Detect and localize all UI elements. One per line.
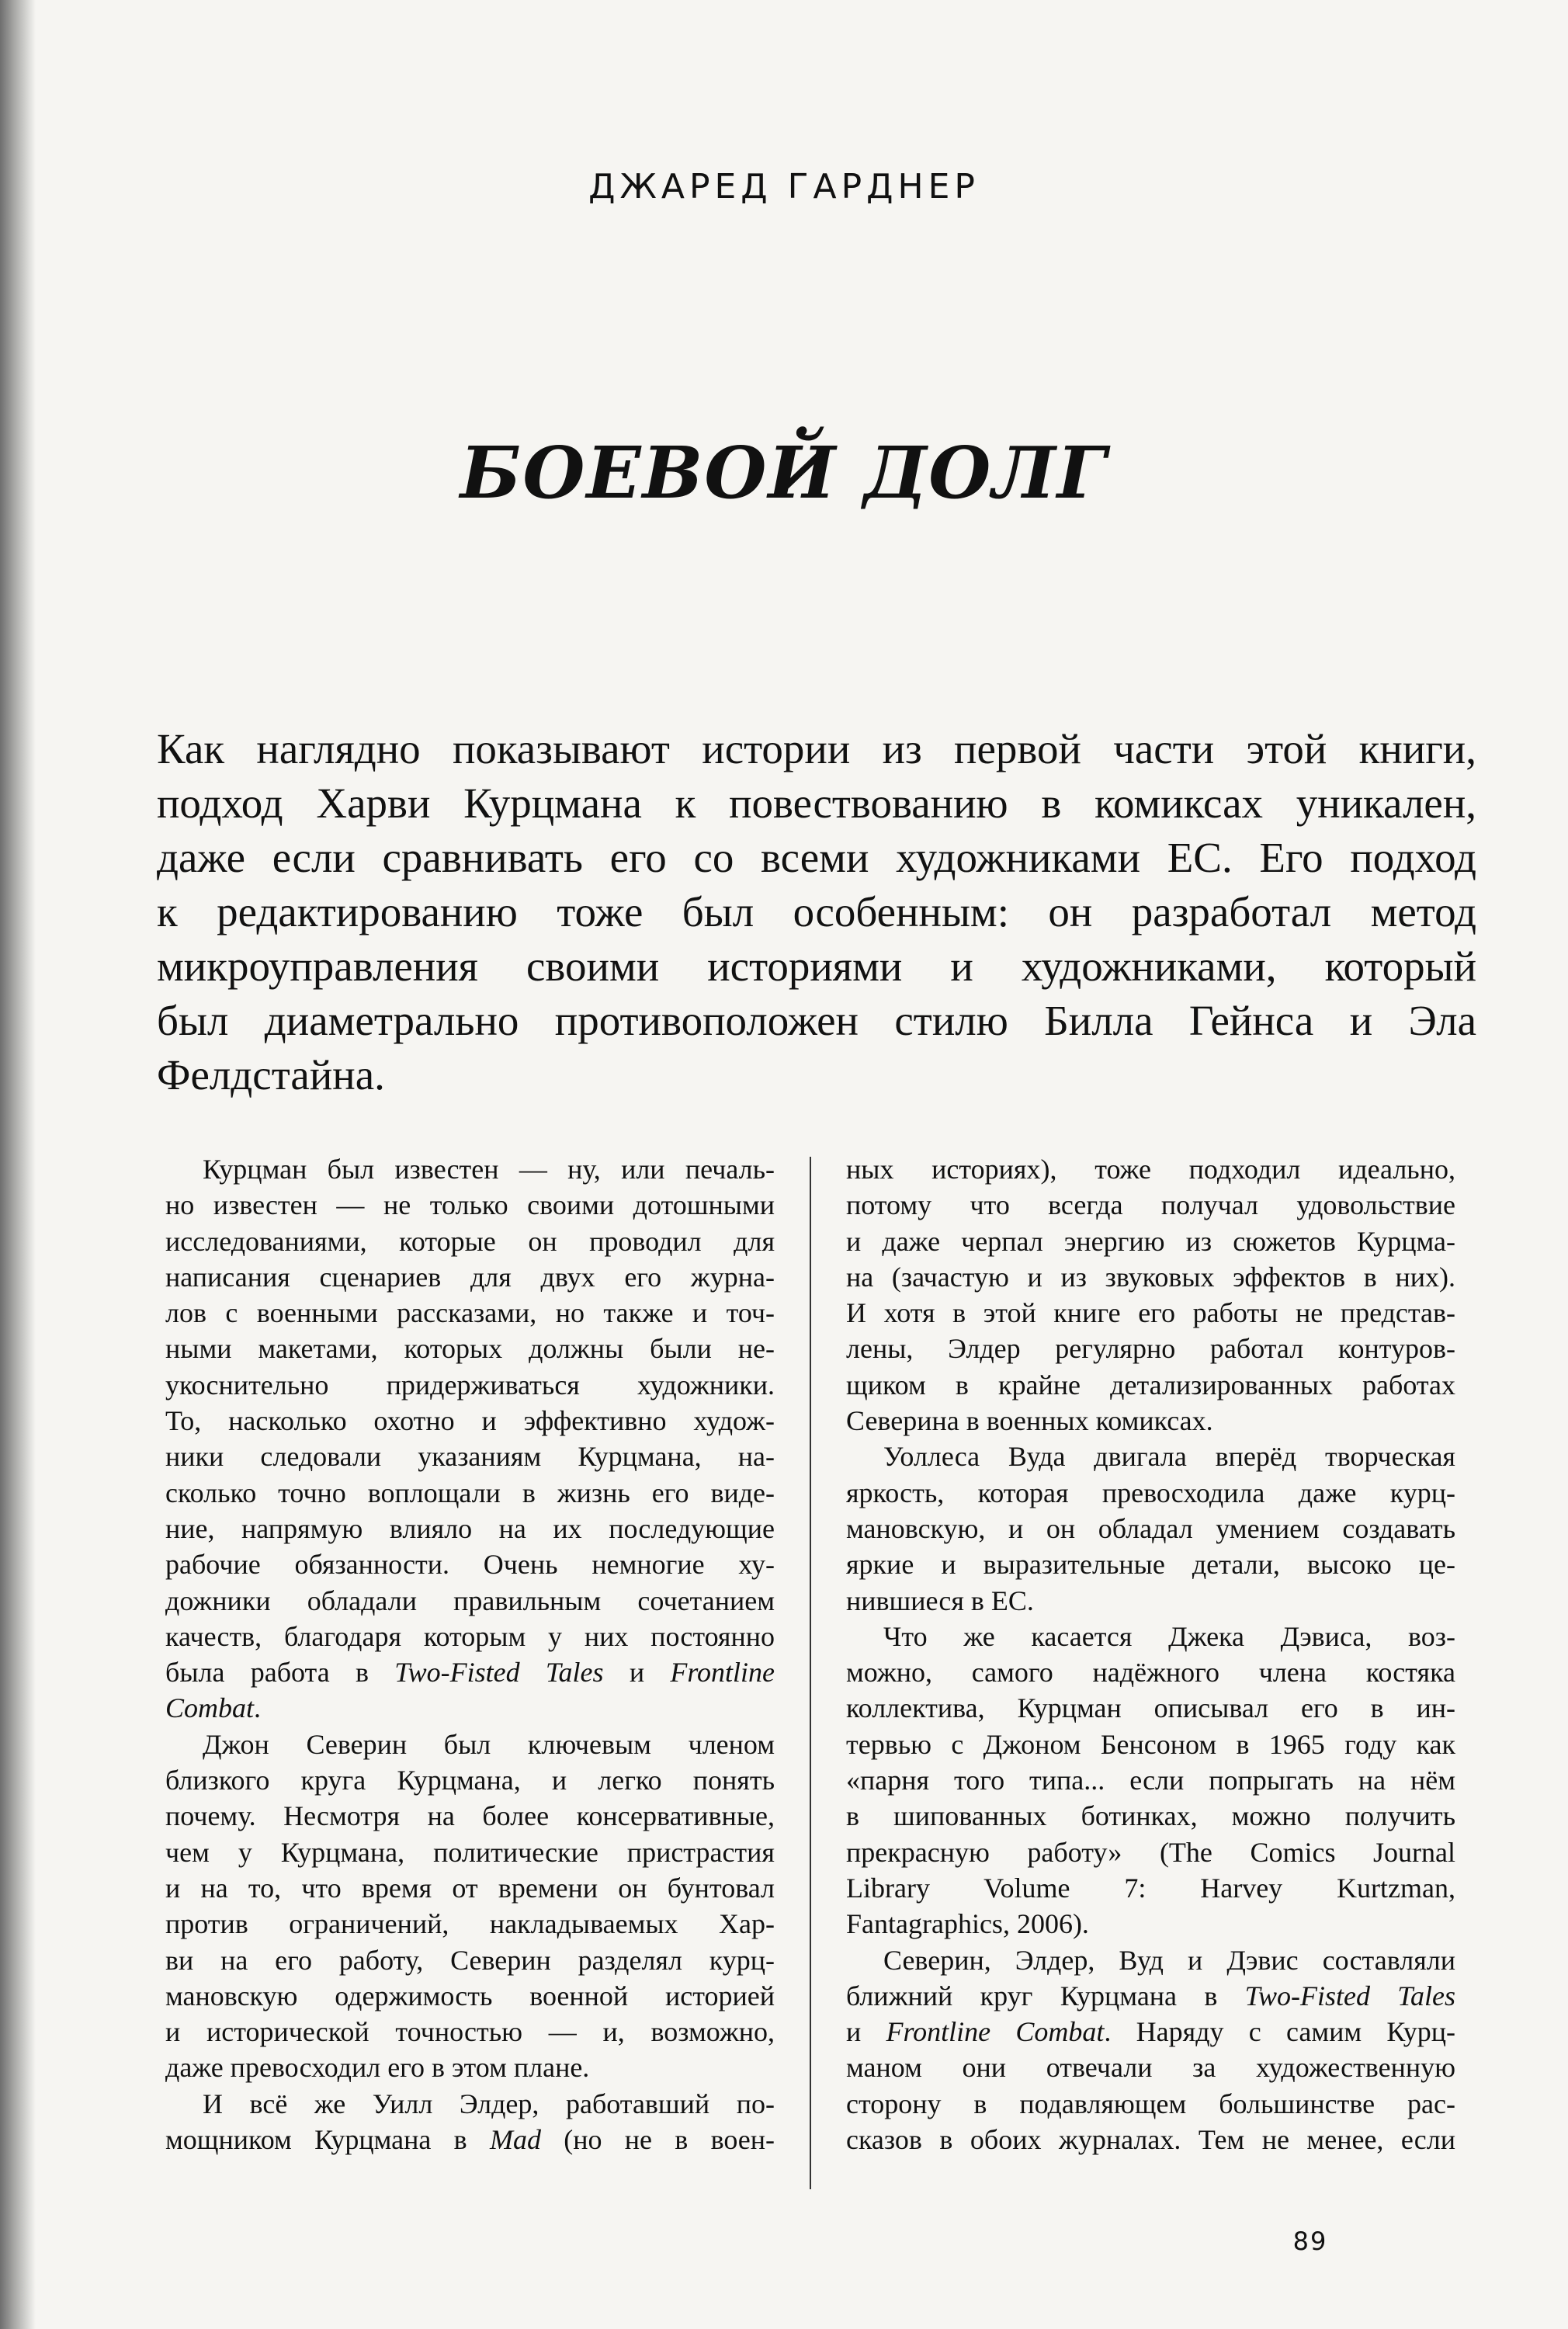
text-line bbox=[165, 1439, 775, 1474]
text-run: . Наряду с самим Курц- bbox=[1104, 2016, 1455, 2048]
text-run: мановскую, и он обладал умением создавать bbox=[846, 1512, 1455, 1544]
text-line bbox=[165, 2014, 775, 2050]
text-run: и bbox=[846, 2016, 886, 2048]
italic-title: Two-Fisted Tales bbox=[1244, 1980, 1455, 2011]
text-run: даже превосходил его в этом плане. bbox=[165, 2052, 590, 2084]
text-run: Северин, Элдер, Вуд и Дэвис составляли bbox=[883, 1944, 1455, 1976]
text-line bbox=[846, 1475, 1455, 1511]
text-run: Что же касается Джека Дэвиса, воз- bbox=[883, 1620, 1455, 1652]
text-line bbox=[165, 1295, 775, 1331]
text-run: и на то, что время от времени он бунтовал bbox=[165, 1872, 775, 1904]
text-run: мановскую одержимость военной историей bbox=[165, 1980, 775, 2011]
text-line bbox=[846, 2050, 1455, 2085]
text-run: коллектива, Курцман описывал его в ин- bbox=[846, 1692, 1455, 1724]
text-run: ники следовали указаниям Курцмана, на- bbox=[165, 1441, 775, 1473]
lead-line: подход Харви Курцмана к повествованию в комиксах уникален, bbox=[157, 779, 1476, 827]
text-run: ближний круг Курцмана в bbox=[846, 1980, 1245, 2011]
text-line bbox=[165, 1187, 775, 1223]
text-run: . bbox=[254, 1692, 262, 1724]
text-line bbox=[846, 1654, 1455, 1690]
text-run: Уоллеса Вуда двигала вперёд творческая bbox=[883, 1441, 1455, 1473]
text-run: «парня того типа... если попрыгать на нём bbox=[846, 1765, 1455, 1796]
text-line bbox=[846, 1403, 1455, 1439]
text-run: дожники обладали правильным сочетанием bbox=[165, 1584, 775, 1616]
book-spine-shadow bbox=[0, 0, 36, 2329]
text-run: тервью с Джоном Бенсоном в 1965 году как bbox=[846, 1728, 1455, 1760]
text-line bbox=[165, 1654, 775, 1690]
text-line bbox=[165, 2050, 775, 2085]
right-column bbox=[846, 1151, 1455, 2157]
text-run: и исторической точностью — и, возможно, bbox=[165, 2016, 775, 2048]
text-run: качеств, благодаря которым у них постоянно bbox=[165, 1620, 775, 1652]
text-run: против ограничений, накладываемых Хар- bbox=[165, 1908, 775, 1940]
text-run: яркость, которая превосходила даже курц- bbox=[846, 1477, 1455, 1508]
text-run: в шипованных ботинках, можно получить bbox=[846, 1800, 1455, 1832]
text-run: Library Volume 7: Harvey Kurtzman, bbox=[846, 1872, 1455, 1904]
text-line bbox=[846, 2122, 1455, 2157]
text-run: (но не в воен- bbox=[540, 2124, 775, 2156]
text-run: сколько точно воплощали в жизнь его виде- bbox=[165, 1477, 775, 1508]
text-run: сторону в подавляющем большинстве рас- bbox=[846, 2088, 1455, 2119]
text-line bbox=[165, 1870, 775, 1906]
text-run: Fantagraphics, 2006). bbox=[846, 1908, 1089, 1940]
text-line bbox=[846, 1619, 1455, 1654]
text-run: И хотя в этой книге его работы не представ- bbox=[846, 1297, 1455, 1329]
text-line bbox=[846, 1259, 1455, 1295]
text-run: ных историях), тоже подходил идеально, bbox=[846, 1154, 1455, 1185]
text-line bbox=[165, 1727, 775, 1762]
text-line bbox=[846, 1798, 1455, 1834]
text-line bbox=[846, 1942, 1455, 1978]
lead-line: был диаметрально противоположен стилю Билла Гейнса и Эла bbox=[157, 997, 1476, 1044]
text-line bbox=[165, 1259, 775, 1295]
text-run: ние, напрямую влияло на их последующие bbox=[165, 1512, 775, 1544]
italic-title: Two-Fisted Tales bbox=[394, 1657, 604, 1689]
italic-title: Combat bbox=[165, 1692, 255, 1724]
text-run: сказов в обоих журналах. Тем не менее, если bbox=[846, 2124, 1455, 2156]
text-line bbox=[165, 1546, 775, 1582]
text-run: рабочие обязанности. Очень немногие ху- bbox=[165, 1549, 775, 1581]
chapter-title: БОЕВОЙ ДОЛГ bbox=[460, 431, 1108, 515]
text-run: щиком в крайне детализированных работах bbox=[846, 1369, 1455, 1401]
text-line bbox=[165, 1151, 775, 1187]
text-run: яркие и выразительные детали, высоко це- bbox=[846, 1549, 1455, 1581]
text-line bbox=[846, 1511, 1455, 1546]
text-run: написания сценариев для двух его журна- bbox=[165, 1261, 775, 1293]
text-line bbox=[165, 1367, 775, 1403]
text-line bbox=[165, 1690, 775, 1726]
column-divider bbox=[810, 1157, 811, 2189]
text-line bbox=[165, 1511, 775, 1546]
italic-title: Frontline bbox=[670, 1657, 775, 1689]
text-line bbox=[846, 1906, 1455, 1942]
text-run: ви на его работу, Северин разделял курц- bbox=[165, 1944, 775, 1976]
text-line bbox=[846, 1583, 1455, 1619]
lead-line: микроуправления своими историями и художниками, который bbox=[157, 942, 1476, 990]
text-line bbox=[846, 1151, 1455, 1187]
text-line bbox=[165, 1403, 775, 1439]
italic-title: Frontline Combat bbox=[886, 2016, 1105, 2048]
text-run: и bbox=[603, 1657, 671, 1689]
text-line bbox=[165, 1942, 775, 1978]
author-name: ДЖАРЕД ГАРДНЕР bbox=[588, 167, 980, 207]
text-run: и даже черпал энергию из сюжетов Курцма- bbox=[846, 1225, 1455, 1257]
text-run: почему. Несмотря на более консервативные, bbox=[165, 1800, 775, 1832]
text-line bbox=[165, 1906, 775, 1942]
text-run: близкого круга Курцмана, и легко понять bbox=[165, 1765, 775, 1796]
text-run: исследованиями, которые он проводил для bbox=[165, 1225, 775, 1257]
text-run: маном они отвечали за художественную bbox=[846, 2052, 1455, 2084]
text-run: нившиеся в EC. bbox=[846, 1584, 1034, 1616]
text-line bbox=[846, 1439, 1455, 1474]
text-line bbox=[165, 1798, 775, 1834]
text-line bbox=[846, 1727, 1455, 1762]
text-line bbox=[165, 2122, 775, 2157]
lead-line: Как наглядно показывают истории из первой части этой книги, bbox=[157, 725, 1476, 772]
text-line bbox=[846, 1224, 1455, 1259]
text-line bbox=[165, 1834, 775, 1870]
text-run: но известен — не только своими дотошными bbox=[165, 1189, 775, 1221]
text-line bbox=[165, 1475, 775, 1511]
text-line bbox=[846, 1295, 1455, 1331]
text-run: То, насколько охотно и эффективно худож- bbox=[165, 1405, 775, 1437]
text-line bbox=[165, 2086, 775, 2122]
text-line bbox=[846, 1870, 1455, 1906]
text-line bbox=[846, 1187, 1455, 1223]
lead-line: Фелдстайна. bbox=[157, 1051, 385, 1099]
text-line bbox=[846, 2086, 1455, 2122]
text-run: прекрасную работу» (The Comics Journal bbox=[846, 1836, 1455, 1868]
left-column bbox=[165, 1151, 775, 2157]
text-line bbox=[165, 1762, 775, 1798]
text-run: чем у Курцмана, политические пристрастия bbox=[165, 1836, 775, 1868]
text-run: Северина в военных комиксах. bbox=[846, 1405, 1213, 1437]
text-line bbox=[846, 1762, 1455, 1798]
lead-paragraph bbox=[157, 722, 1476, 1102]
text-line bbox=[165, 1583, 775, 1619]
text-run: лены, Элдер регулярно работал контуров- bbox=[846, 1333, 1455, 1365]
text-run: была работа в bbox=[165, 1657, 395, 1689]
text-run: И всё же Уилл Элдер, работавший по- bbox=[203, 2088, 775, 2119]
lead-line: к редактированию тоже был особенным: он разработал метод bbox=[157, 888, 1476, 935]
page-number: 89 bbox=[1292, 2227, 1328, 2256]
lead-line: даже если сравнивать его со всеми художниками EC. Его подход bbox=[157, 834, 1476, 881]
text-line bbox=[165, 1224, 775, 1259]
text-run: укоснительно придерживаться художники. bbox=[165, 1369, 775, 1401]
text-run: Курцман был известен — ну, или печаль- bbox=[203, 1154, 775, 1185]
text-line bbox=[846, 1690, 1455, 1726]
text-line bbox=[165, 1619, 775, 1654]
text-line bbox=[846, 1978, 1455, 2014]
text-line bbox=[846, 1834, 1455, 1870]
text-run: можно, самого надёжного члена костяка bbox=[846, 1657, 1455, 1689]
text-run: мощником Курцмана в bbox=[165, 2124, 490, 2156]
text-run: Джон Северин был ключевым членом bbox=[203, 1728, 775, 1760]
text-line bbox=[165, 1978, 775, 2014]
italic-title: Mad bbox=[489, 2124, 541, 2156]
text-line bbox=[846, 1331, 1455, 1366]
text-line bbox=[165, 1331, 775, 1366]
text-run: лов с военными рассказами, но также и точ- bbox=[165, 1297, 775, 1329]
text-run: ными макетами, которых должны были не- bbox=[165, 1333, 775, 1365]
text-run: на (зачастую и из звуковых эффектов в них). bbox=[846, 1261, 1455, 1293]
text-line bbox=[846, 1546, 1455, 1582]
text-run: потому что всегда получал удовольствие bbox=[846, 1189, 1455, 1221]
text-line bbox=[846, 1367, 1455, 1403]
text-line bbox=[846, 2014, 1455, 2050]
